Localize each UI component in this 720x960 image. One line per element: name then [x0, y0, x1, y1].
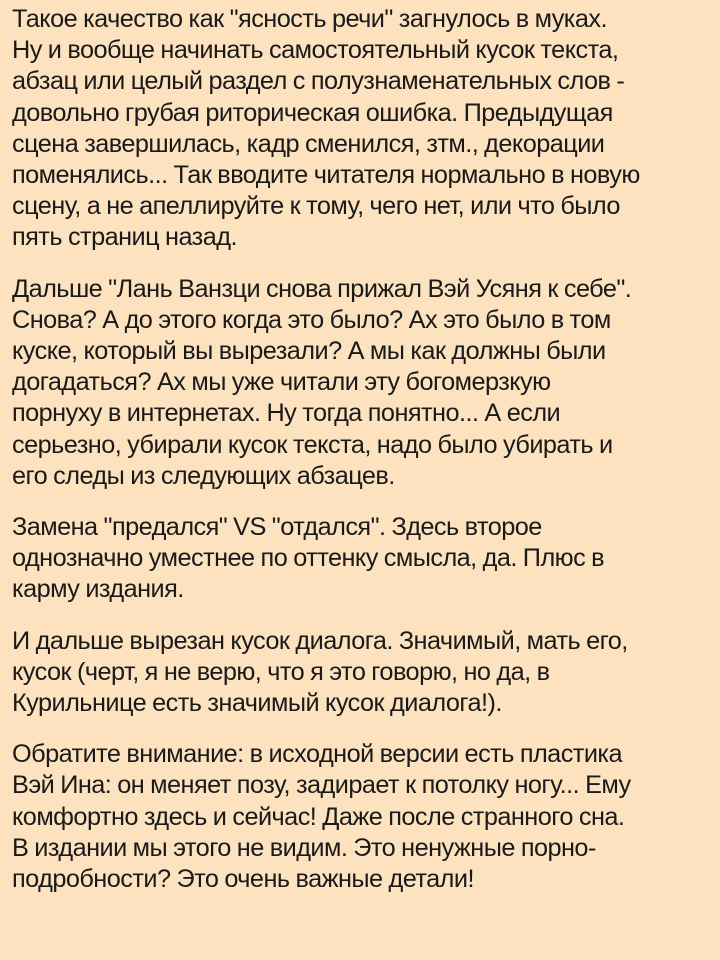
text-line: Обратите внимание: в исходной версии есть пластика: [12, 740, 623, 769]
text-line: Курильнице есть значимый кусок диалога!).: [12, 689, 502, 718]
text-line: куске, который вы вырезали? А мы как должны были: [12, 337, 606, 366]
text-line: Такое качество как "ясность речи" загнулось в муках.: [12, 5, 607, 33]
paragraph-1: [12, 4, 710, 254]
text-line: сцена завершилась, кадр сменился, зтм., декорации: [12, 129, 605, 158]
text-line: комфортно здесь и сейчас! Даже после странного сна.: [12, 802, 625, 831]
text-line: догадаться? Ах мы уже читали эту богомерзкую: [12, 368, 551, 397]
text-line: сцену, а не апеллируйте к тому, чего нет, или что было: [12, 192, 620, 221]
text-line: Вэй Ина: он меняет позу, задирает к потолку ногу... Ему: [12, 771, 631, 800]
paragraph-5: [12, 739, 710, 895]
text-line: Ну и вообще начинать самостоятельный кусок текста,: [12, 36, 619, 65]
paragraph-2: [12, 274, 710, 492]
text-line: порнуху в интернетах. Ну тогда понятно... А если: [12, 399, 561, 428]
text-line: карму издания.: [12, 575, 184, 604]
paragraph-3: [12, 512, 710, 606]
text-line: серьезно, убирали кусок текста, надо было убирать и: [12, 430, 613, 459]
text-line: подробности? Это очень важные детали!: [12, 865, 474, 894]
text-line: его следы из следующих абзацев.: [12, 461, 395, 490]
text-line: кусок (черт, я не верю, что я это говорю, но да, в: [12, 657, 550, 686]
text-line: абзац или целый раздел с полузнаменательных слов -: [12, 67, 625, 96]
paragraph-4: [12, 626, 710, 720]
text-line: Дальше "Лань Ванзци снова прижал Вэй Усяня к себе".: [12, 274, 632, 303]
text-line: однозначно уместнее по оттенку смысла, да. Плюс в: [12, 544, 605, 573]
text-line: поменялись... Так вводите читателя нормально в новую: [12, 161, 640, 190]
text-line: довольно грубая риторическая ошибка. Предыдущая: [12, 98, 613, 127]
text-line: пять страниц назад.: [12, 223, 237, 252]
text-line: В издании мы этого не видим. Это ненужные порно-: [12, 833, 596, 862]
text-line: И дальше вырезан кусок диалога. Значимый, мать его,: [12, 626, 628, 655]
text-line: Снова? А до этого когда это было? Ах это было в том: [12, 305, 611, 334]
text-line: Замена "предался" VS "отдался". Здесь второе: [12, 513, 542, 542]
